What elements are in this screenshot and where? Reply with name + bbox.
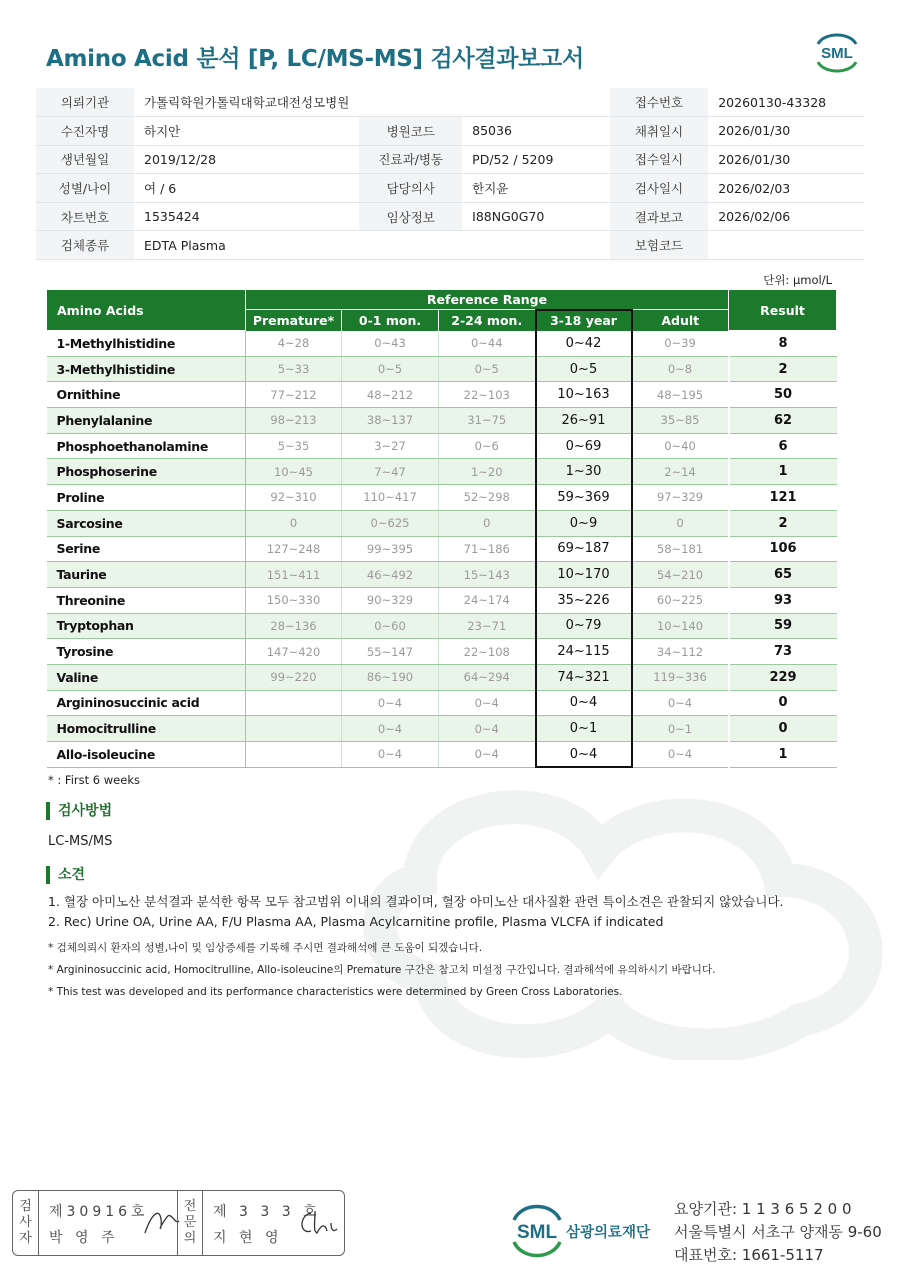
info-label: 수진자명: [36, 117, 134, 146]
reference-range-cell: 0~4: [536, 742, 632, 768]
reference-range-cell: 74~321: [536, 664, 632, 690]
reference-range-cell: 60~225: [632, 587, 729, 613]
org-code: 요양기관: 1 1 3 6 5 2 0 0: [674, 1200, 852, 1218]
info-label: [359, 231, 462, 260]
reference-range-cell: 26~91: [536, 408, 632, 434]
amino-acid-name: 3-Methylhistidine: [47, 356, 246, 382]
specialist-name: 지 현 영: [213, 1230, 283, 1246]
reference-range-cell: 119~336: [632, 664, 729, 690]
reference-range-cell: 0~8: [632, 356, 729, 382]
reference-range-cell: 23~71: [439, 613, 536, 639]
result-value: 229: [729, 664, 837, 690]
amino-acid-name: Proline: [47, 485, 246, 511]
sml-logo: [810, 30, 864, 76]
header-result: Result: [729, 290, 837, 331]
reference-range-cell: 48~212: [342, 382, 439, 408]
amino-acid-name: Allo-isoleucine: [47, 742, 246, 768]
reference-range-cell: 10~45: [246, 459, 342, 485]
reference-range-cell: 0~42: [536, 331, 632, 357]
method-text: LC-MS/MS: [48, 834, 113, 849]
info-label: 의뢰기관: [36, 88, 134, 117]
reference-range-cell: 92~310: [246, 485, 342, 511]
info-value: I88NG0G70: [462, 202, 610, 231]
info-value: 1535424: [134, 202, 359, 231]
info-row: [36, 117, 864, 146]
info-value: PD/52 / 5209: [462, 145, 610, 174]
patient-info-table: [36, 88, 864, 260]
info-value: 20260130-43328: [708, 88, 864, 117]
result-value: 0: [729, 690, 837, 716]
reference-range-cell: 0~4: [342, 742, 439, 768]
reference-range-cell: 15~143: [439, 562, 536, 588]
info-label: 검사일시: [610, 174, 708, 203]
reference-range-cell: 46~492: [342, 562, 439, 588]
reference-range-cell: 7~47: [342, 459, 439, 485]
table-row: [47, 690, 837, 716]
reference-range-cell: 0~4: [439, 690, 536, 716]
reference-range-cell: 0~60: [342, 613, 439, 639]
reference-range-cell: 10~140: [632, 613, 729, 639]
reference-range-cell: 5~35: [246, 433, 342, 459]
reference-range-cell: 0~4: [632, 742, 729, 768]
result-value: 121: [729, 485, 837, 511]
examiner-signature: [141, 1205, 181, 1239]
opinion-heading: 소견: [46, 866, 85, 884]
reference-range-cell: 69~187: [536, 536, 632, 562]
amino-acid-name: Tyrosine: [47, 639, 246, 665]
table-row: [47, 716, 837, 742]
reference-range-cell: 2~14: [632, 459, 729, 485]
reference-range-cell: 0~69: [536, 433, 632, 459]
result-value: 65: [729, 562, 837, 588]
table-row: [47, 433, 837, 459]
amino-acid-name: Phosphoethanolamine: [47, 433, 246, 459]
table-row: [47, 639, 837, 665]
result-value: 106: [729, 536, 837, 562]
reference-range-cell: 38~137: [342, 408, 439, 434]
table-row: [47, 742, 837, 768]
specialist-license: 제 3 3 3 호: [213, 1204, 321, 1220]
reference-range-cell: 0~4: [439, 742, 536, 768]
reference-range-cell: 0~9: [536, 510, 632, 536]
reference-range-cell: 90~329: [342, 587, 439, 613]
info-value: 2026/02/03: [708, 174, 864, 203]
sml-logo-text: SML: [821, 45, 853, 62]
premature-footnote: * : First 6 weeks: [48, 773, 140, 787]
reference-range-cell: 0~44: [439, 331, 536, 357]
reference-range-cell: 99~220: [246, 664, 342, 690]
reference-range-cell: 10~170: [536, 562, 632, 588]
examiner-label: 검 사 자: [13, 1191, 39, 1255]
reference-range-cell: 58~181: [632, 536, 729, 562]
info-label: 담당의사: [359, 174, 462, 203]
amino-acid-name: Homocitrulline: [47, 716, 246, 742]
reference-range-cell: 0~5: [342, 356, 439, 382]
reference-range-cell: 0~5: [536, 356, 632, 382]
reference-range-cell: 77~212: [246, 382, 342, 408]
info-row: [36, 174, 864, 203]
table-row: [47, 587, 837, 613]
info-value: 2026/01/30: [708, 117, 864, 146]
amino-acid-name: Argininosuccinic acid: [47, 690, 246, 716]
amino-acid-name: Taurine: [47, 562, 246, 588]
reference-range-cell: [246, 690, 342, 716]
reference-range-cell: 5~33: [246, 356, 342, 382]
info-value: [462, 231, 610, 260]
reference-range-cell: 98~213: [246, 408, 342, 434]
info-value: 85036: [462, 117, 610, 146]
reference-range-cell: 0~1: [632, 716, 729, 742]
info-label: 결과보고: [610, 202, 708, 231]
reference-range-cell: 54~210: [632, 562, 729, 588]
info-row: [36, 202, 864, 231]
reference-range-cell: 0~4: [536, 690, 632, 716]
result-value: 93: [729, 587, 837, 613]
table-row: [47, 510, 837, 536]
reference-range-cell: 0~4: [632, 690, 729, 716]
reference-range-cell: 0~5: [439, 356, 536, 382]
report-title: Amino Acid 분석 [P, LC/MS-MS] 검사결과보고서: [46, 46, 584, 72]
reference-range-cell: 97~329: [632, 485, 729, 511]
table-row: [47, 382, 837, 408]
table-row: [47, 408, 837, 434]
reference-range-cell: 22~103: [439, 382, 536, 408]
reference-range-cell: 0~6: [439, 433, 536, 459]
amino-acid-name: Phenylalanine: [47, 408, 246, 434]
info-row: [36, 88, 864, 117]
reference-range-cell: 150~330: [246, 587, 342, 613]
result-value: 73: [729, 639, 837, 665]
amino-acid-name: 1-Methylhistidine: [47, 331, 246, 357]
reference-range-cell: 110~417: [342, 485, 439, 511]
result-value: 1: [729, 742, 837, 768]
result-value: 50: [729, 382, 837, 408]
reference-range-cell: 52~298: [439, 485, 536, 511]
table-row: [47, 664, 837, 690]
reference-range-cell: 64~294: [439, 664, 536, 690]
header-range-col: Premature*: [246, 310, 342, 331]
reference-range-cell: 4~28: [246, 331, 342, 357]
info-label: 보험코드: [610, 231, 708, 260]
reference-range-cell: 0~43: [342, 331, 439, 357]
note-2: * Argininosuccinic acid, Homocitrulline, Allo-isoleucine의 Premature 구간은 참고치 미설정 구간입니다. 결과해석에 유의하시기 바랍니다.: [48, 964, 716, 976]
reference-range-cell: 1~20: [439, 459, 536, 485]
reference-range-cell: 22~108: [439, 639, 536, 665]
org-name: 삼광의료재단: [566, 1225, 651, 1241]
reference-range-cell: 0: [439, 510, 536, 536]
info-value: 2026/02/06: [708, 202, 864, 231]
info-label: 차트번호: [36, 202, 134, 231]
info-label: [359, 88, 462, 117]
reference-range-cell: [246, 716, 342, 742]
info-row: [36, 145, 864, 174]
amino-acid-name: Ornithine: [47, 382, 246, 408]
reference-range-cell: 0: [632, 510, 729, 536]
result-value: 62: [729, 408, 837, 434]
result-value: 59: [729, 613, 837, 639]
info-value: 하지안: [134, 117, 359, 146]
opinion-line-1: 1. 혈장 아미노산 분석결과 분석한 항목 모두 참고범위 이내의 결과이며, 혈장 아미노산 대사질환 관련 특이소견은 관찰되지 않았습니다.: [48, 894, 784, 909]
info-label: 진료과/병동: [359, 145, 462, 174]
result-value: 2: [729, 356, 837, 382]
amino-acid-name: Serine: [47, 536, 246, 562]
reference-range-cell: 48~195: [632, 382, 729, 408]
opinion-line-2: 2. Rec) Urine OA, Urine AA, F/U Plasma AA, Plasma Acylcarnitine profile, Plasma VLCFA if indicated: [48, 914, 664, 929]
header-range-col: 2-24 mon.: [439, 310, 536, 331]
header-range-col: 3-18 year: [536, 310, 632, 331]
examiner-name: 박 영 주: [49, 1230, 119, 1246]
info-label: 검체종류: [36, 231, 134, 260]
reference-range-cell: 35~226: [536, 587, 632, 613]
reference-range-cell: 71~186: [439, 536, 536, 562]
result-value: 0: [729, 716, 837, 742]
reference-range-cell: 0~625: [342, 510, 439, 536]
reference-range-cell: 3~27: [342, 433, 439, 459]
reference-range-cell: 0: [246, 510, 342, 536]
reference-range-cell: 99~395: [342, 536, 439, 562]
reference-range-cell: 35~85: [632, 408, 729, 434]
info-label: 채취일시: [610, 117, 708, 146]
result-value: 8: [729, 331, 837, 357]
reference-range-cell: 31~75: [439, 408, 536, 434]
info-label: 접수번호: [610, 88, 708, 117]
reference-range-cell: 1~30: [536, 459, 632, 485]
reference-range-cell: 151~411: [246, 562, 342, 588]
reference-range-cell: 127~248: [246, 536, 342, 562]
table-row: [47, 536, 837, 562]
header-range-col: 0-1 mon.: [342, 310, 439, 331]
reference-range-cell: 0~40: [632, 433, 729, 459]
info-label: 접수일시: [610, 145, 708, 174]
info-value: 2019/12/28: [134, 145, 359, 174]
info-value: EDTA Plasma: [134, 231, 359, 260]
reference-range-cell: 0~1: [536, 716, 632, 742]
table-row: [47, 331, 837, 357]
note-3: * This test was developed and its performance characteristics were determined by Green Cross Laboratories.: [48, 986, 623, 998]
info-label: 임상정보: [359, 202, 462, 231]
reference-range-cell: 24~115: [536, 639, 632, 665]
reference-range-cell: 28~136: [246, 613, 342, 639]
header-amino-acids: Amino Acids: [47, 290, 246, 331]
info-row: [36, 231, 864, 260]
table-row: [47, 459, 837, 485]
info-label: 생년월일: [36, 145, 134, 174]
header-range-col: Adult: [632, 310, 729, 331]
unit-label: 단위: μmol/L: [763, 273, 832, 287]
info-value: 여 / 6: [134, 174, 359, 203]
reference-range-cell: 10~163: [536, 382, 632, 408]
info-label: 병원코드: [359, 117, 462, 146]
info-value: [708, 231, 864, 260]
result-value: 1: [729, 459, 837, 485]
info-label: 성별/나이: [36, 174, 134, 203]
reference-range-cell: 34~112: [632, 639, 729, 665]
table-row: [47, 356, 837, 382]
examiner-license: 제30916호: [49, 1204, 149, 1220]
note-1: * 검체의뢰시 환자의 성별,나이 및 임상증세를 기록해 주시면 결과해석에 큰 도움이 되겠습니다.: [48, 942, 483, 954]
amino-acid-result-table: [46, 289, 837, 768]
table-row: [47, 562, 837, 588]
specialist-label: 전 문 의: [177, 1191, 203, 1255]
reference-range-cell: 0~79: [536, 613, 632, 639]
info-value: [462, 88, 610, 117]
table-row: [47, 485, 837, 511]
signature-box: [12, 1190, 345, 1256]
amino-acid-name: Tryptophan: [47, 613, 246, 639]
reference-range-cell: 0~39: [632, 331, 729, 357]
reference-range-cell: 59~369: [536, 485, 632, 511]
reference-range-cell: 0~4: [439, 716, 536, 742]
info-value: 2026/01/30: [708, 145, 864, 174]
org-phone: 대표번호: 1661-5117: [674, 1246, 824, 1264]
result-value: 6: [729, 433, 837, 459]
reference-range-cell: 55~147: [342, 639, 439, 665]
amino-acid-name: Threonine: [47, 587, 246, 613]
method-heading: 검사방법: [46, 802, 112, 820]
reference-range-cell: 0~4: [342, 716, 439, 742]
result-value: 2: [729, 510, 837, 536]
specialist-signature: [297, 1205, 339, 1239]
info-value: 가톨릭학원가톨릭대학교대전성모병원: [134, 88, 359, 117]
table-row: [47, 613, 837, 639]
reference-range-cell: 0~4: [342, 690, 439, 716]
amino-acid-name: Sarcosine: [47, 510, 246, 536]
sml-footer-logo-text: SML: [516, 1222, 558, 1243]
watermark-logo: [360, 760, 900, 1060]
amino-acid-name: Phosphoserine: [47, 459, 246, 485]
reference-range-cell: 147~420: [246, 639, 342, 665]
amino-acid-name: Valine: [47, 664, 246, 690]
reference-range-cell: [246, 742, 342, 768]
header-reference-range: Reference Range: [246, 290, 729, 310]
reference-range-cell: 86~190: [342, 664, 439, 690]
info-value: 한지윤: [462, 174, 610, 203]
org-address: 서울특별시 서초구 양재동 9-60: [674, 1223, 882, 1241]
reference-range-cell: 24~174: [439, 587, 536, 613]
